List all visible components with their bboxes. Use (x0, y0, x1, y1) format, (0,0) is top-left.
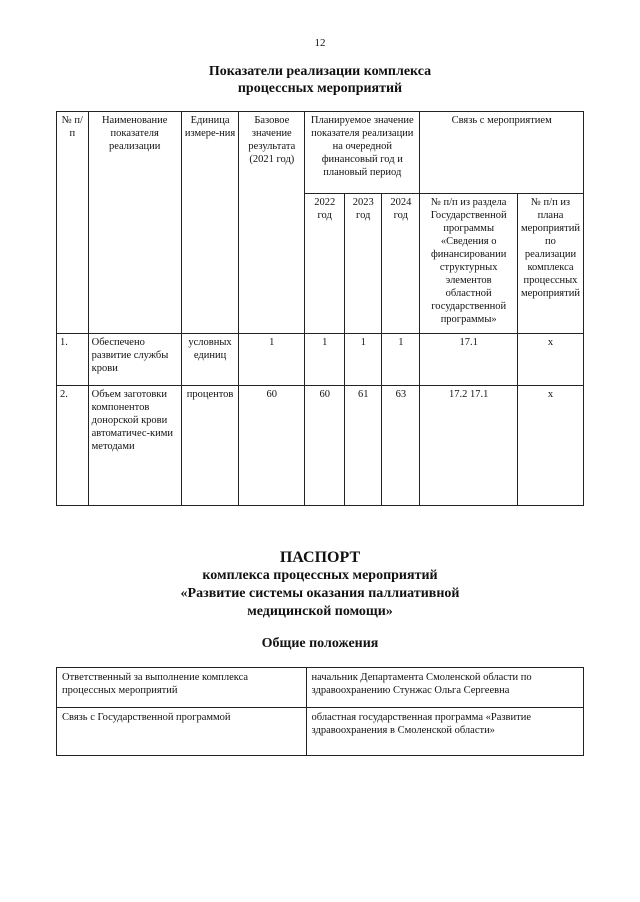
cell-plan: x (517, 386, 583, 506)
cell-plan: x (517, 334, 583, 386)
cell-2022: 1 (305, 334, 345, 386)
row-value: начальник Департамента Смоленской области по здравоохранению Стунжас Ольга Сергеевна (306, 668, 583, 708)
header-2023: 2023 год (345, 194, 382, 334)
cell-2022: 60 (305, 386, 345, 506)
row-label: Ответственный за выполнение комплекса процессных мероприятий (57, 668, 307, 708)
header-num: № п/п (57, 112, 89, 334)
cell-program: 17.1 (420, 334, 518, 386)
table-row (57, 708, 584, 756)
header-2022: 2022 год (305, 194, 345, 334)
cell-num: 2. (57, 386, 89, 506)
indicators-table (56, 111, 584, 506)
passport-line2: комплекса процессных мероприятий (202, 568, 438, 583)
row-value: областная государственная программа «Развитие здравоохранения в Смоленской области» (306, 708, 583, 756)
cell-num: 1. (57, 334, 89, 386)
section-title (0, 63, 640, 97)
table-row (57, 334, 584, 386)
header-link-program: № п/п из раздела Государственной программы «Сведения о финансировании структурных элементов областной государственной программы» (420, 194, 518, 334)
header-link-plan: № п/п из плана мероприятий по реализации комплекса процессных мероприятий (517, 194, 583, 334)
cell-name: Обеспечено развитие службы крови (88, 334, 181, 386)
cell-base: 60 (239, 386, 305, 506)
cell-2024: 63 (382, 386, 420, 506)
general-provisions-table (56, 667, 584, 756)
header-name: Наименование показателя реализации (88, 112, 181, 334)
header-planned: Планируемое значение показателя реализации на очередной финансовый год и плановый период (305, 112, 420, 194)
passport-line4: медицинской помощи» (247, 604, 393, 619)
header-2024: 2024 год (382, 194, 420, 334)
table-row (57, 386, 584, 506)
header-base: Базовое значение результата (2021 год) (239, 112, 305, 334)
cell-unit: условных единиц (181, 334, 239, 386)
passport-line3: «Развитие системы оказания паллиативной (180, 586, 460, 601)
cell-2024: 1 (382, 334, 420, 386)
header-unit: Единица измере-ния (181, 112, 239, 334)
passport-title: ПАСПОРТ (279, 549, 361, 566)
header-link: Связь с мероприятием (420, 112, 584, 194)
section-title-line1: Показатели реализации комплекса (208, 64, 432, 79)
section-title-line2: процессных мероприятий (237, 81, 403, 96)
passport-heading (0, 567, 640, 621)
table-row (57, 668, 584, 708)
cell-unit: процентов (181, 386, 239, 506)
cell-base: 1 (239, 334, 305, 386)
cell-2023: 61 (345, 386, 382, 506)
general-provisions-title: Общие положения (261, 636, 379, 651)
row-label: Связь с Государственной программой (57, 708, 307, 756)
cell-2023: 1 (345, 334, 382, 386)
cell-name: Объем заготовки компонентов донорской крови автоматичес-кими методами (88, 386, 181, 506)
page-number: 12 (314, 37, 326, 49)
cell-program: 17.2 17.1 (420, 386, 518, 506)
